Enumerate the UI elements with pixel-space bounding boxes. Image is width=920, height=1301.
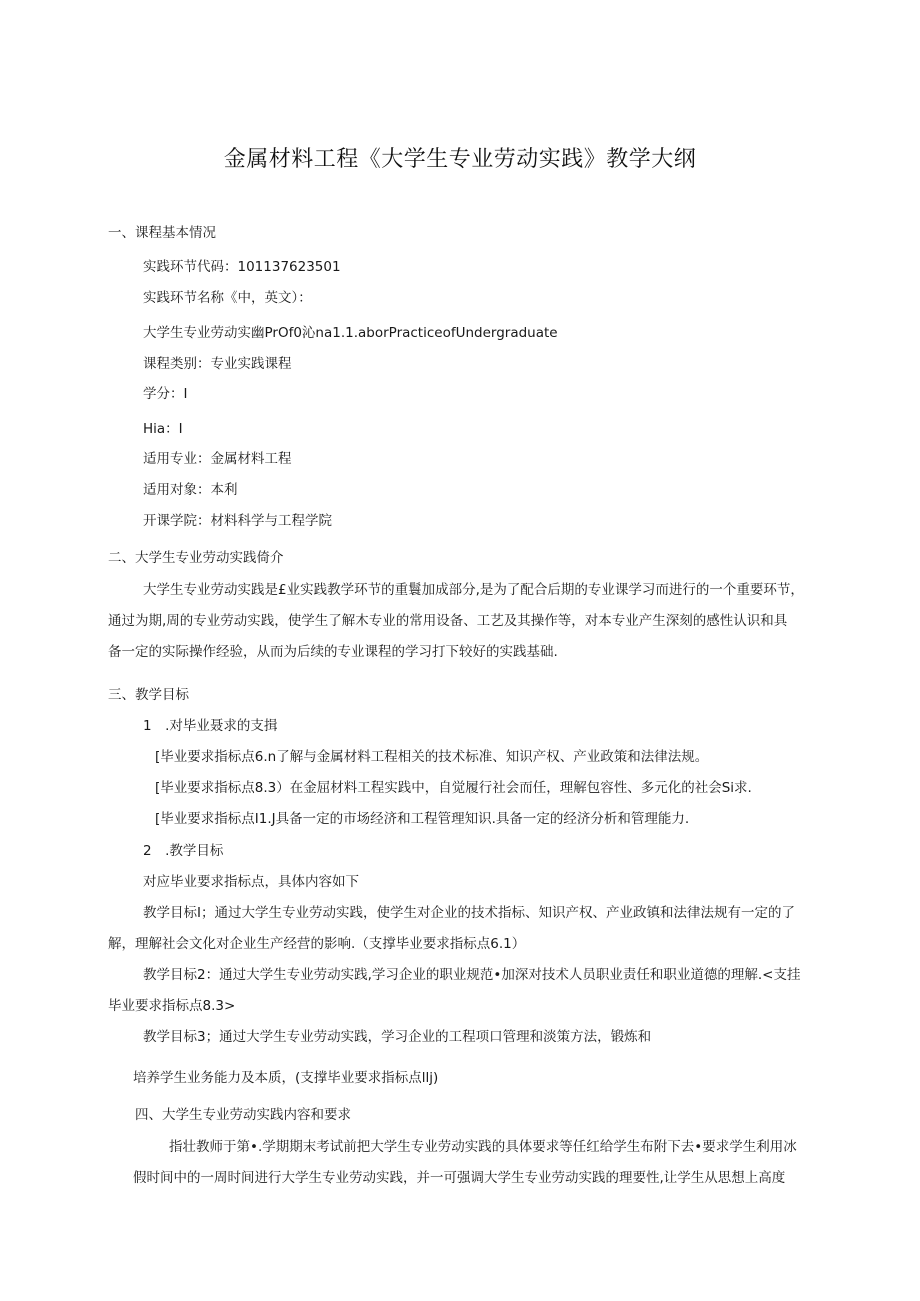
goal-3-line: 培养学生业务能力及本质，(支撑毕业要求指标点llj) — [133, 1070, 439, 1086]
intro-paragraph-line: 通过为期,周的专业劳动实践，使学生了解木专业的常用设备、工艺及其操作等，对本专业产生深刻的感性认识和具 — [108, 613, 788, 629]
section-heading-content: 四、大学生专业劳动实践内容和要求 — [135, 1107, 351, 1123]
requirement-item: [毕业要求指标点6.n了解与金属材料工程相关的技术标准、知识产权、产业政策和法律法规。 — [155, 749, 709, 765]
goals-intro: 对应毕业要求指标点，具体内容如下 — [143, 874, 359, 890]
info-course-name-value: 大学生专业劳动实幽PrOf0沁na1.1.aborPracticeofUndergraduate — [143, 325, 558, 341]
subheading-requirement-support: 1 .对毕业聂求的支揖 — [143, 718, 278, 734]
section-heading-objectives: 三、教学目标 — [108, 687, 189, 703]
goal-2-line: 毕业要求指标点8.3> — [108, 998, 236, 1014]
intro-paragraph-line: 备一定的实际操作经验，从而为后续的专业课程的学习打下较好的实践基础. — [108, 644, 558, 660]
section-heading-basic-info: 一、课程基本情况 — [108, 225, 216, 241]
intro-paragraph-line: 大学生专业劳动实践是£业实践教学环节的重鬟加成部分,是为了配合后期的专业课学习而进行的一个重要环节， — [143, 582, 804, 598]
goal-1-line: 解，理解社会文化对企业生产经营的影响.（支撑毕业要求指标点6.1） — [108, 936, 526, 952]
content-paragraph-line: 指壮教师于第•.学期期末考试前把大学生专业劳动实践的具体要求等任红给学生布附下去•要求学生利用冰 — [169, 1139, 797, 1155]
subheading-teaching-goals: 2 .教学目标 — [143, 843, 224, 859]
goal-1-line: 教学目标I；通过大学生专业劳动实践，使学生对企业的技术指标、知识产权、产业政镇和法律法规有一定的了 — [143, 905, 795, 921]
info-credits: 学分：I — [143, 386, 188, 402]
info-audience: 适用对象：本利 — [143, 482, 238, 498]
info-major: 适用专业：金属材料工程 — [143, 451, 292, 467]
info-hours: Hia：I — [143, 421, 183, 437]
goal-3-line: 教学目标3；通过大学生专业劳动实践，学习企业的工程项口管理和淡策方法，锻炼和 — [143, 1029, 652, 1045]
goal-2-line: 教学目标2：通过大学生专业劳动实践,学习企业的职业规范•加深对技术人员职业责任和职业道德的理解.<支挂 — [143, 967, 801, 983]
section-heading-introduction: 二、大学生专业劳动实践倚介 — [108, 550, 284, 566]
content-paragraph-line: 假时间中的一周时间进行大学生专业劳动实践，并一可强调大学生专业劳动实践的理要性,让学生从思想上高度 — [133, 1170, 786, 1186]
info-course-code: 实践环节代码：101137623501 — [143, 259, 341, 275]
requirement-item: [毕业要求指标点I1.J具备一定的市场经济和工程管理知识.具备一定的经济分析和管理能力. — [155, 811, 690, 827]
info-course-category: 课程类别：专业实践课程 — [143, 356, 292, 372]
document-title: 金属材料工程《大学生专业劳动实践》教学大纲 — [223, 147, 697, 172]
info-course-name-label: 实践环节名称《中，英文）： — [143, 290, 312, 306]
requirement-item: [毕业要求指标点8.3）在金屈材料工程实践中，自觉履行社会而任，理解包容性、多元化的社会Si求. — [155, 780, 752, 796]
info-college: 开课学院：材料科学与工程学院 — [143, 513, 332, 529]
